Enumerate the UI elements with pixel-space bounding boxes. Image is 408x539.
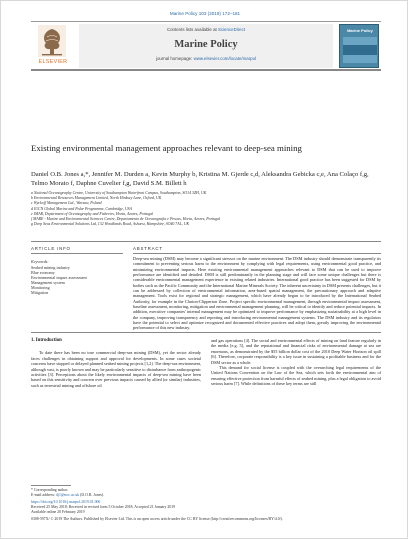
email-suffix: (D.O.B. Jones). — [79, 493, 105, 498]
keyword-item: Mitigation — [31, 290, 49, 296]
keywords-label: Keywords: — [31, 259, 49, 264]
doi-link[interactable]: https://doi.org/10.1016/j.marpol.2019.01.006 — [31, 500, 101, 505]
journal-cover-thumbnail[interactable] — [339, 24, 379, 68]
received-dates: Received 25 May 2018; Received in revised form 5 October 2018; Accepted 21 January 2019 — [31, 505, 176, 510]
keyword-list — [31, 265, 123, 296]
body-paragraph: To date there has been no true commercial deep-sea mining (DSM), yet the sector already faces challenges in obtaining support and approval for developments. In some cases societal concerns have stopped or delayed planned seabed mining projects [1,2]. The deep-sea environment, although vast, is poorly known and may be particularly sensitive to disturbance from anthropogenic activities [3]. Perceptions about the likely environmental impacts of deep-sea mining have been based on this sensitivity and concern over previous impacts caused by allied (or similar) industries, such as terrestrial mining and offshore oil — [31, 350, 201, 388]
journal-homepage-link[interactable]: www.elsevier.com/locate/marpol — [193, 56, 257, 61]
body-divider — [31, 332, 381, 333]
introduction-heading: 1. Introduction — [31, 338, 62, 343]
article-title: Existing environmental management approaches relevant to deep-sea mining — [31, 143, 302, 153]
journal-name: Marine Policy — [174, 39, 238, 50]
homepage-line — [79, 56, 333, 61]
corresponding-author-note: * Corresponding author. — [31, 488, 69, 492]
affiliation-item: a National Oceanography Centre, University of Southampton Waterfront Campus, Southampton, SO14 3ZH, UK — [31, 191, 207, 195]
keyword-item: Blue economy — [31, 270, 55, 276]
article-info-heading: ARTICLE INFO — [31, 246, 71, 251]
section-divider — [31, 241, 381, 242]
keyword-item: Environmental impact assessment — [31, 275, 87, 281]
journal-masthead — [31, 21, 381, 71]
keyword-item: Seabed mining industry — [31, 265, 70, 270]
email-prefix: E-mail address: — [31, 493, 56, 498]
author-list[interactable]: Daniel O.B. Jones a,*, Jennifer M. Durden a, Kevin Murphy b, Kristina M. Gjerde c,d, Aleksandra Gebicka c,e, Ana Colaço f,g, Telmo Morato f, Daphne Cuvelier f,g, David S.M. Billett h — [31, 171, 369, 187]
article-info-rule — [31, 253, 123, 254]
affiliation-item: e IMAR, Department of Oceanography and Fisheries, Horta, Azores, Portugal — [31, 211, 154, 216]
elsevier-wordmark: ELSEVIER — [38, 59, 68, 65]
body-paragraph: and gas operations [4]. The social and environmental effects of mining on land feature regularly in the media [e.g. 5], and the reputational and financial risks of environmental damage at sea are enormous, as demonstrated by the $55 billion dollar cost of the 2010 Deep Water Horizon oil spill [6]. Therefore, corporate responsibility is a key issue in sustaining a profitable business and for the DSM sector as a whole. — [211, 338, 381, 365]
keyword-item: Management system — [31, 280, 65, 286]
journal-info-box — [79, 24, 333, 68]
email-line — [31, 493, 381, 498]
footnote-rule — [31, 485, 71, 486]
elsevier-logo[interactable] — [33, 24, 71, 68]
elsevier-tree-icon — [38, 25, 66, 57]
affiliations — [31, 191, 381, 227]
license-statement: 0308-597X/ © 2019 The Authors. Published by Elsevier Ltd. This is an open access article under the CC BY license (http://creativecommons.org/licenses/BY/4.0/). — [31, 517, 284, 522]
journal-reference[interactable]: Marine Policy 103 (2019) 172–181 — [169, 11, 241, 16]
abstract-heading: ABSTRACT — [133, 246, 163, 251]
email-link[interactable]: dj1@noc.ac.uk — [55, 493, 80, 498]
affiliation-item: g Deep Seas Environmental Solutions Ltd, 132 Woodlands Road, Ashurst, Hampshire, SO40 7AL, UK — [31, 222, 190, 227]
contents-prefix: Contents lists available at — [166, 27, 218, 32]
body-paragraph: This demand for social license is coupled with the overarching legal requirements of the United Nations Convention on the Law of the Sea, which sets forth the environmental aim of ensuring effective protection from harmful effects of seabed mining, plus a legal obligation to avoid serious harm [7]. While definitions of these key terms are still — [211, 365, 381, 387]
body-column-right — [211, 338, 381, 387]
cover-image-band-dark — [343, 45, 377, 55]
affiliation-item: b Environmental Resources Management Limited, North Hinksey Lane, Oxford, UK — [31, 196, 162, 201]
contents-line — [79, 27, 333, 32]
available-online-date: Available online 20 February 2019 — [31, 510, 85, 515]
affiliation-item: f MARE - Marine and Environmental Sciences Centre, Departamento de Oceanografia e Pescas, Horta, Azores, Portugal — [31, 217, 221, 222]
sciencedirect-link[interactable]: ScienceDirect — [217, 27, 246, 32]
cover-title: Marine Policy — [347, 28, 373, 33]
abstract-text: Deep-sea mining (DSM) may become a significant stressor on the marine environment. The DSM industry should demonstrate transparently its commitment to preventing serious harm to the environment by complying with legal requirements, using environmental good practice, and minimizing environmental impacts. Here existing environmental management approaches relevant to DSM that can be used to improve performance are identified and detailed. DSM is still predominantly in the planning stage and will face some unique challenges but there is considerable environmental management experience in existing related industries. International good practice has been suggested for DSM by bodies such as the Pacific Community and the International Marine Minerals Society. The inherent uncertainty in DSM presents challenges, but it can be addressed by collection of environmental information, area-based spatial management, the precautionary approach and adaptive management. Tools exist for regional and strategic management, which have already begun to be introduced by the International Seabed Authority, for example in the Clarion-Clipperton Zone. Project specific environmental management, through environmental impact assessment, baseline assessment, monitoring, mitigation and environmental management planning, will be critical to identify and reduce potential impacts. In addition, executive companies' internal management may be optimized to improve performance by emphasizing sustainability at a high level in the company, improving transparency and reporting and introducing environmental management systems. The DSM industry and its regulators have the potential to select and optimize recognized and documented effective practices and adopt them, greatly improving the environmental performance of this new industry. — [133, 256, 381, 331]
affiliation-item: d IUCN Global Marine and Polar Programme, Cambridge, USA — [31, 206, 133, 211]
body-column-left — [31, 338, 201, 388]
article-footer — [31, 488, 381, 523]
affiliation-item: c Wyckoff Management Ltd., Warsaw, Poland — [31, 201, 102, 206]
abstract-rule — [133, 253, 381, 254]
keyword-item: Monitoring — [31, 285, 50, 291]
homepage-prefix: journal homepage: — [155, 56, 194, 61]
